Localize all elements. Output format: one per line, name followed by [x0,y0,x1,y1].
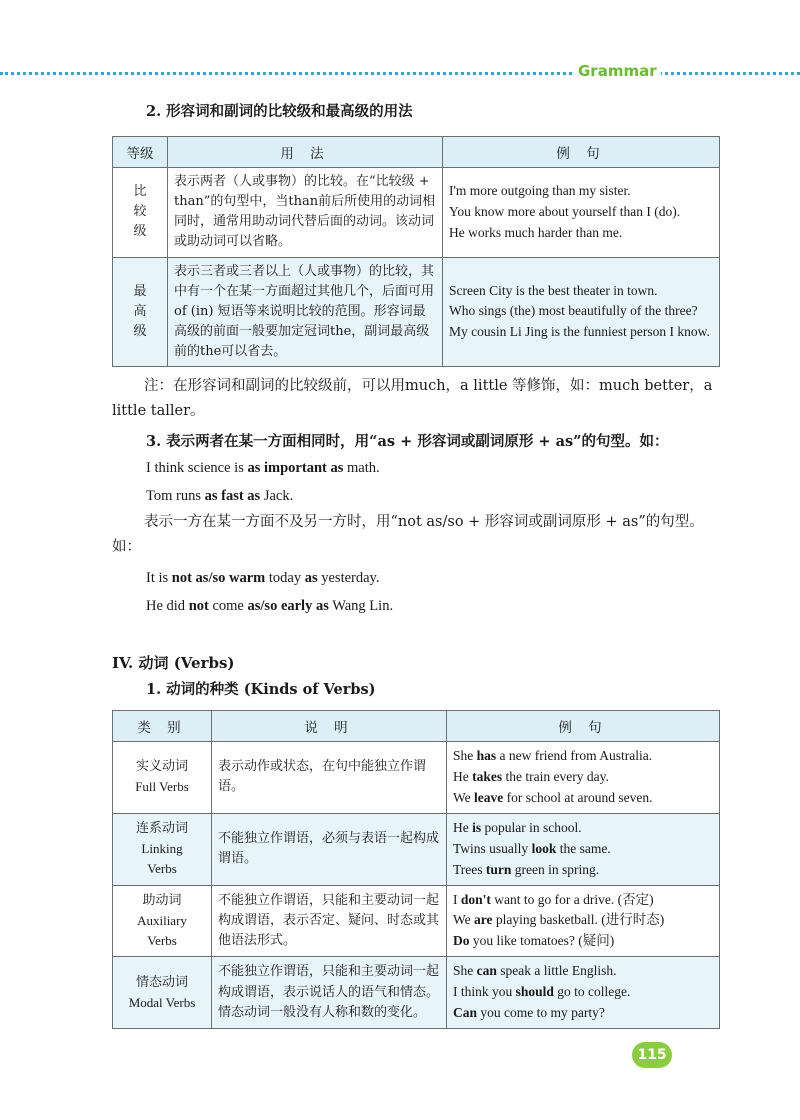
table-row-full-verbs [113,742,720,814]
type-label: Auxiliary [137,912,187,928]
example-sentence: Trees turn green in spring. [453,861,600,877]
example-text: math. [343,460,380,476]
example-text: He did [146,598,189,614]
verbs-subheading: 1. 动词的种类 (Kinds of Verbs) [146,681,376,698]
col-header-type: 类 别 [113,711,212,742]
type-cell [113,742,212,814]
col-header-examples: 例 句 [443,137,720,168]
example-bold: as fast as [204,488,261,504]
type-cell [113,957,212,1029]
examples-cell [447,957,720,1029]
type-label: Modal Verbs [128,994,196,1010]
table-row-modal-verbs [113,957,720,1029]
comparison-heading: 2. 形容词和副词的比较级和最高级的用法 [146,103,413,120]
description-cell: 不能独立作谓语，必须与表语一起构成谓语。 [212,813,447,885]
examples-cell [443,168,720,258]
example-sentence: We are playing basketball. (进行时态) [453,912,665,928]
example-sentence: He works much harder than me. [449,224,623,240]
type-label: 连系动词 [135,820,188,836]
table-row-auxiliary-verbs [113,885,720,957]
type-label: 实义动词 [135,759,188,775]
usage-cell: 表示三者或三者以上（人或事物）的比较，其中有一个在某一方面超过其他几个，后面可用of (in) 短语等来说明比较的范围。形容词最高级的前面一般要加定冠词the，副词最高级前的the可以省去。 [168,257,443,367]
level-cell [113,257,168,367]
as-structure-heading: 3. 表示两者在某一方面相同时，用“as + 形容词或副词原形 + as”的句型。如： [146,433,669,450]
type-label: Verbs [147,861,177,877]
type-label: 情态动词 [135,974,188,990]
section-tag: Grammar [574,62,661,80]
example-sentence: She can speak a little English. [453,963,617,979]
examples-cell [447,885,720,957]
level-char: 比 [133,184,147,200]
description-cell: 不能独立作谓语，只能和主要动词一起构成谓语，表示说话人的语气和情态。情态动词一般没有人称和数的变化。 [212,957,447,1029]
example-sentence: Who sings (the) most beautifully of the three? [449,303,698,319]
example-bold: not as/so warm [171,570,266,586]
verbs-table [112,710,720,1029]
example-bold: not [188,598,209,614]
level-char: 最 [133,283,147,299]
example-sentence: She has a new friend from Australia. [453,748,653,763]
example-sentence: Do you like tomatoes? (疑问) [453,933,615,949]
col-header-usage: 用 法 [168,137,443,168]
example-sentence: He takes the train every day. [453,768,609,784]
as-example-3 [146,566,379,591]
example-sentence: I'm more outgoing than my sister. [449,182,631,198]
type-label: Verbs [147,932,177,948]
table-row-comparative [113,168,720,258]
example-text: today [265,570,305,586]
as-example-2 [146,484,293,509]
example-text: Tom runs [146,488,205,504]
examples-cell [447,813,720,885]
table-row-superlative [113,257,720,367]
description-cell: 不能独立作谓语，只能和主要动词一起构成谓语，表示否定、疑问、时态或其他语法形式。 [212,885,447,957]
examples-cell [443,257,720,367]
level-char: 级 [133,224,147,240]
level-char: 级 [133,323,147,339]
example-sentence: Twins usually look the same. [453,840,611,856]
example-bold: as [304,570,318,586]
example-text: I think science is [146,460,248,476]
example-sentence: My cousin Li Jing is the funniest person I know. [449,324,710,340]
type-cell [113,885,212,957]
header-dotted-rule [0,72,800,75]
col-header-level: 等级 [113,137,168,168]
level-char: 较 [133,204,147,220]
level-cell [113,168,168,258]
example-sentence: He is popular in school. [453,819,582,835]
example-sentence: I think you should go to college. [453,984,631,1000]
examples-cell [447,742,720,814]
example-sentence: Screen City is the best theater in town. [449,282,658,298]
example-text: Wang Lin. [328,598,394,614]
type-label: Full Verbs [135,779,189,795]
example-text: yesterday. [317,570,380,586]
negative-intro: 表示一方在某一方面不及另一方时，用“not as/so + 形容词或副词原形 + as”的句型。如： [112,514,704,555]
usage-cell: 表示两者（人或事物）的比较。在“比较级 + than”的句型中，当than前后所使用的动词相同时，通常用助动词代替后面的动词。该动词或助动词可以省略。 [168,168,443,258]
example-text: Jack. [260,488,294,504]
example-sentence: I don't want to go for a drive. (否定) [453,891,654,907]
type-label: Linking [141,841,183,857]
example-bold: as/so early as [247,598,329,614]
level-char: 高 [133,303,147,319]
example-bold: as important as [247,460,344,476]
as-example-4 [146,594,393,619]
col-header-description: 说 明 [212,711,447,742]
example-text: come [208,598,248,614]
comparison-table [112,136,720,367]
verbs-section-title: IV. 动词 (Verbs) [112,654,235,672]
table-row-linking-verbs [113,813,720,885]
page-number-badge: 115 [632,1042,672,1068]
type-label: 助动词 [142,892,182,908]
comparison-note: 注：在形容词和副词的比较级前，可以用much，a little 等修饰，如：much better，a little taller。 [112,378,713,419]
description-cell: 表示动作或状态，在句中能独立作谓语。 [212,742,447,814]
col-header-examples: 例 句 [447,711,720,742]
example-sentence: We leave for school at around seven. [453,789,653,805]
as-example-1 [146,456,380,481]
example-sentence: You know more about yourself than I (do). [449,203,681,219]
example-text: It is [146,570,172,586]
example-sentence: Can you come to my party? [453,1005,605,1021]
type-cell [113,813,212,885]
